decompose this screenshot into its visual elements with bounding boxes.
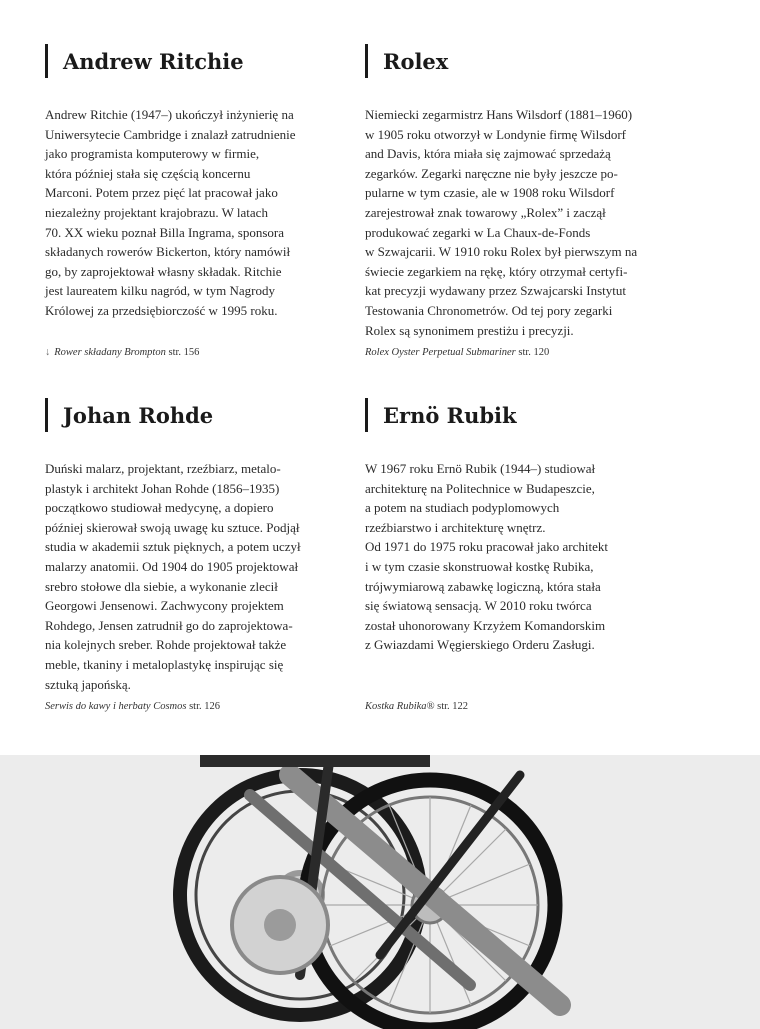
section-andrew-ritchie <box>45 44 345 321</box>
section-body: Duński malarz, projektant, rzeźbiarz, metalo- plastyk i architekt Johan Rohde (1856–1935) początkowo studiował medycynę, a dopiero później skierował swoją uwagę ku sztuce. Podjął studia w akademii sztuk pięknych, a potem uczył malarzy anatomii. Od 1904 do 1905 projektował srebro stołowe dla siebie, a wykonanie zlecił Georgowi Jensenowi. Zachwycony projektem Rohdego, Jensen zatrudnił go do zaprojektowa- nia kolejnych sreber. Rohde projektował także meble, tkaniny i metaloplastykę inspirując się sztuką japońską. <box>45 461 301 692</box>
cross-reference-cosmos[interactable] <box>45 701 220 712</box>
reference-page: str. 122 <box>437 701 469 712</box>
reference-page: str. 126 <box>189 701 220 712</box>
section-rolex <box>365 44 665 340</box>
cross-reference-rubik[interactable] <box>365 701 468 712</box>
section-erno-rubik <box>365 398 665 655</box>
reference-title: Serwis do kawy i herbaty Cosmos <box>45 701 187 712</box>
section-body: Andrew Ritchie (1947–) ukończył inżynierię na Uniwersytecie Cambridge i znalazł zatrudnienie jako programista komputerowy w firmie, która później stała się częścią koncernu Marconi. Potem przez pięć lat pracował jako niezależny projektant krajobrazu. W latach 70. XX wieku poznał Billa Ingrama, sponsora składanych rowerów Bickerton, który namówił go, by zaprojektował własny składak. Ritchie jest laureatem kilku nagród, w tym Nagrody Królowej za przedsiębiorczość w 1995 roku. <box>45 107 296 318</box>
reference-title: Kostka Rubika® <box>365 701 435 712</box>
section-heading: Andrew Ritchie <box>45 44 345 78</box>
cross-reference-rolex[interactable] <box>365 347 549 358</box>
reference-page: str. 156 <box>168 347 200 358</box>
reference-title: Rolex Oyster Perpetual Submariner <box>365 347 516 358</box>
section-heading: Johan Rohde <box>45 398 345 432</box>
folded-bicycle-photo <box>0 755 760 1029</box>
arrow-down-icon: ↓ <box>45 347 51 358</box>
folded-bicycle-illustration <box>0 755 760 1029</box>
section-body: W 1967 roku Ernö Rubik (1944–) studiował architekturę na Politechnice w Budapeszcie, a potem na studiach podyplomowych rzeźbiarstwo i architekturę wnętrz. Od 1971 do 1975 roku pracował jako architekt i w tym czasie skonstruował kostkę Rubika, trójwymiarową zabawkę logiczną, która stała się światową sensacją. W 2010 roku twórca został uhonorowany Krzyżem Komandorskim z Gwiazdami Węgierskiego Orderu Zasługi. <box>365 461 608 653</box>
section-body: Niemiecki zegarmistrz Hans Wilsdorf (1881–1960) w 1905 roku otworzył w Londynie firmę Wilsdorf and Davis, która miała się zajmować sprzedażą zegarków. Zegarki naręczne nie były jeszcze po- pularne w tym czasie, ale w 1908 roku Wilsdorf zarejestrował znak towarowy „Rolex” i zaczął produkować zegarki w La Chaux-de-Fonds w Szwajcarii. W 1910 roku Rolex był pierwszym na świecie zegarkiem na rękę, który otrzymał certyfi- kat precyzji wydawany przez Szwajcarski Instytut Testowania Chronometrów. Od tej pory zegarki Rolex są synonimem prestiżu i precyzji. <box>365 107 638 338</box>
reference-title: Rower składany Brompton <box>54 347 166 358</box>
section-heading: Rolex <box>365 44 665 78</box>
section-heading: Ernö Rubik <box>365 398 665 432</box>
cross-reference-brompton[interactable] <box>45 347 199 358</box>
reference-page: str. 120 <box>518 347 550 358</box>
section-johan-rohde <box>45 398 345 694</box>
